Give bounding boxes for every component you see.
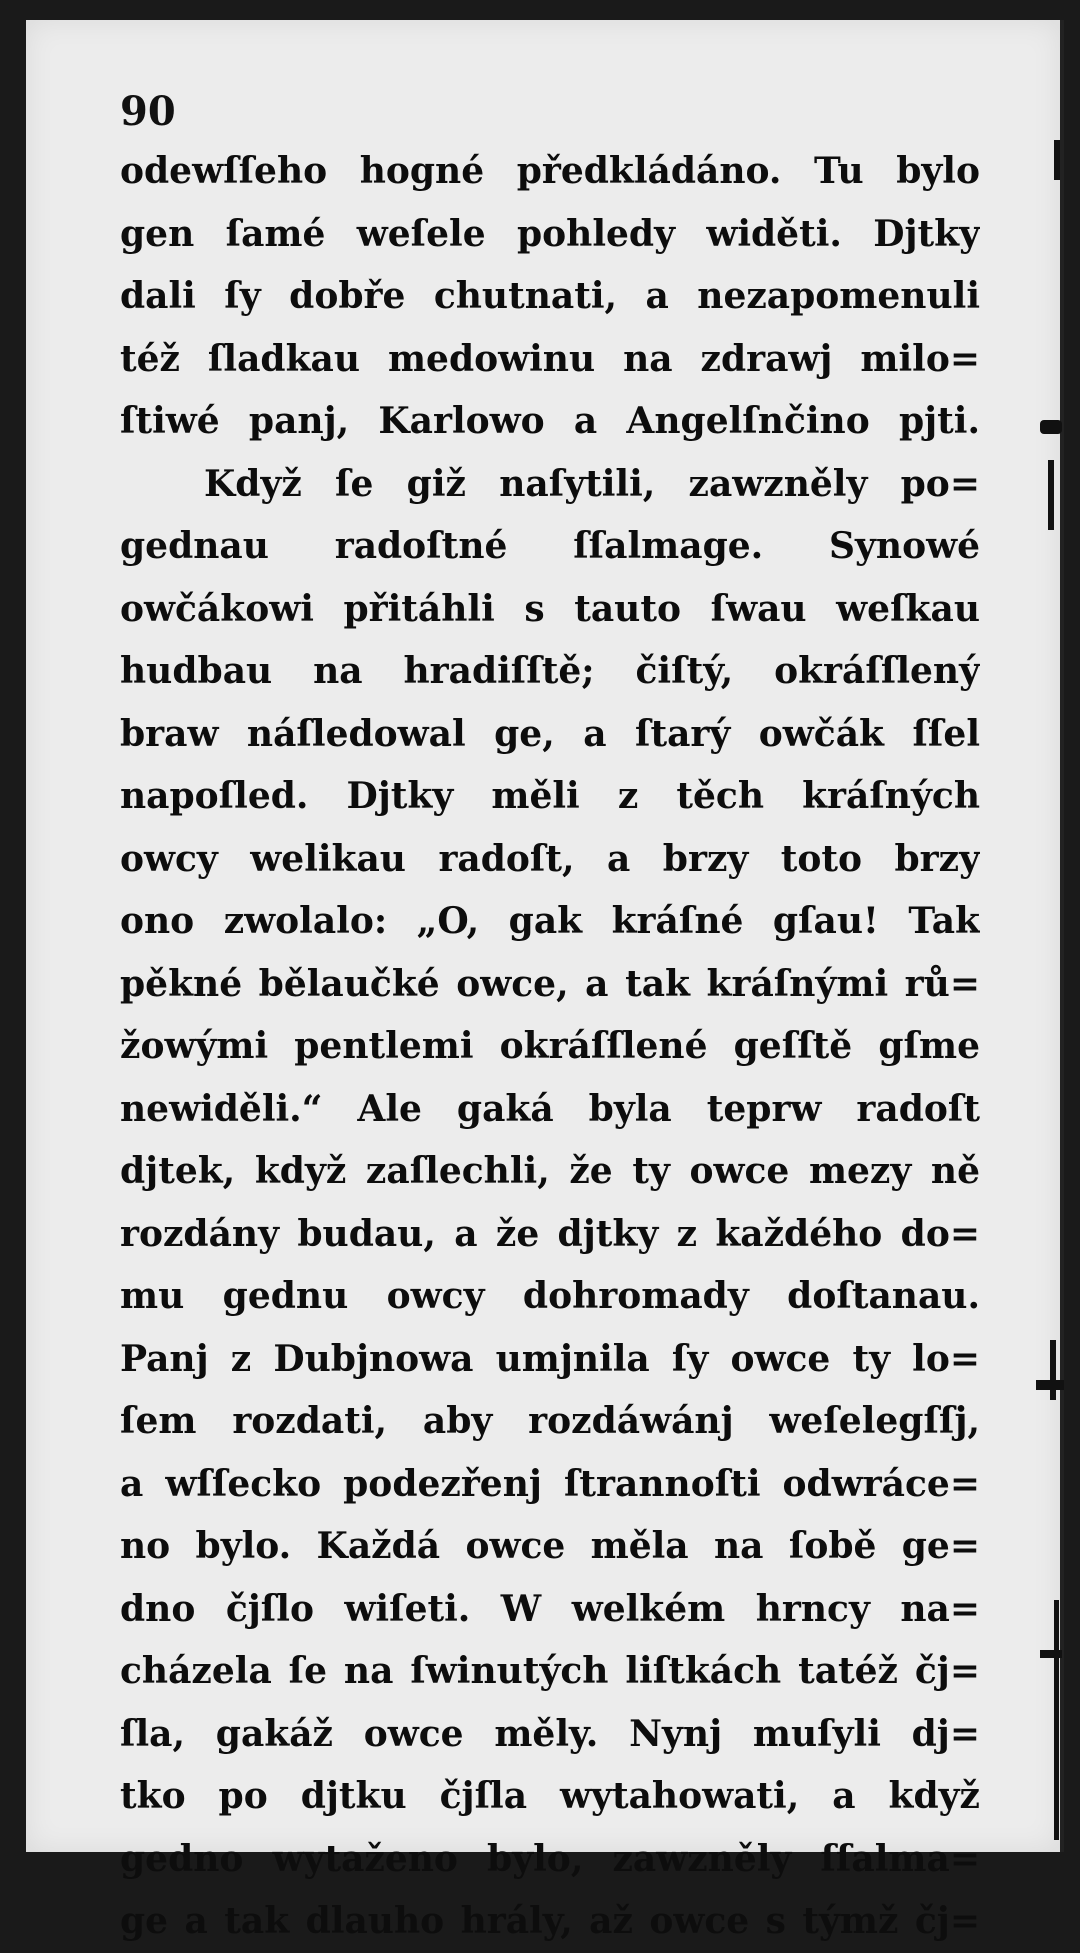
text-line: a wſſecko podezřenj ſtrannoſti odwráce= [120,1462,980,1505]
text-line: ſla, gakáž owce měly. Nynj muſyli dj= [120,1712,980,1755]
text-line: gednau radoſtné ſſalmage. Synowé [120,525,980,567]
text-line: odewſſeho hogné předkládáno. Tu bylo [120,150,980,192]
text-line: owčákowi přitáhli s tauto ſwau weſkau [120,587,980,630]
text-line: ſem rozdati, aby rozdáwánj weſelegſſj, [120,1400,980,1442]
edge-mark [1040,420,1062,434]
edge-mark [1054,140,1060,180]
text-line: napoſled. Djtky měli z těch kráſných [120,775,980,817]
page-text [120,140,980,1953]
text-line: owcy welikau radoſt, a brzy toto brzy [120,837,980,880]
edge-mark [1048,460,1054,530]
text-line: Když ſe giž naſytili, zawzněly po= [204,462,980,505]
text-line: Panj z Dubjnowa umjnila ſy owce ty lo= [120,1337,980,1380]
text-line: též ſladkau medowinu na zdrawj milo= [120,337,980,380]
text-line: braw náſledowal ge, a ſtarý owčák ſſel [120,712,980,755]
text-line: mu gednu owcy dohromady doſtanau. [120,1275,980,1317]
page-number: 90 [120,88,176,135]
text-line: rozdány budau, a že djtky z každého do= [120,1212,980,1255]
text-line: dno čjſlo wiſeti. W welkém hrncy na= [120,1587,980,1630]
text-line: ono zwolalo: „O, gak kráſné gſau! Tak [120,900,980,942]
text-line: dali ſy dobře chutnati, a nezapomenuli [120,275,980,317]
edge-mark [1050,1340,1056,1400]
text-line: hudbau na hradiſſtě; čiſtý, okráſſlený [120,650,980,692]
text-line: djtek, když zaſlechli, že ty owce mezy ně [120,1150,980,1192]
edge-mark [1054,1600,1059,1840]
text-line: cházela ſe na ſwinutých liſtkách tatéž čj= [120,1650,980,1692]
text-line: tko po djtku čjſla wytahowati, a když [120,1775,980,1817]
text-line: ſtiwé panj, Karlowo a Angelſnčino pjti. [120,400,980,442]
text-line: žowými pentlemi okráſſlené geſſtě gſme [120,1025,980,1067]
text-line: gen ſamé weſele pohledy widěti. Djtky [120,212,980,255]
text-line: ge a tak dlauho hrály, až owce s týmž čj= [120,1900,980,1942]
text-line: no bylo. Každá owce měla na ſobě ge= [120,1525,980,1567]
text-line: newiděli.“ Ale gaká byla teprw radoſt [120,1087,980,1130]
text-line: pěkné bělaučké owce, a tak kráſnými rů= [120,962,980,1005]
text-line: gedno wytaženo bylo, zawzněly ſſalma= [120,1837,980,1880]
